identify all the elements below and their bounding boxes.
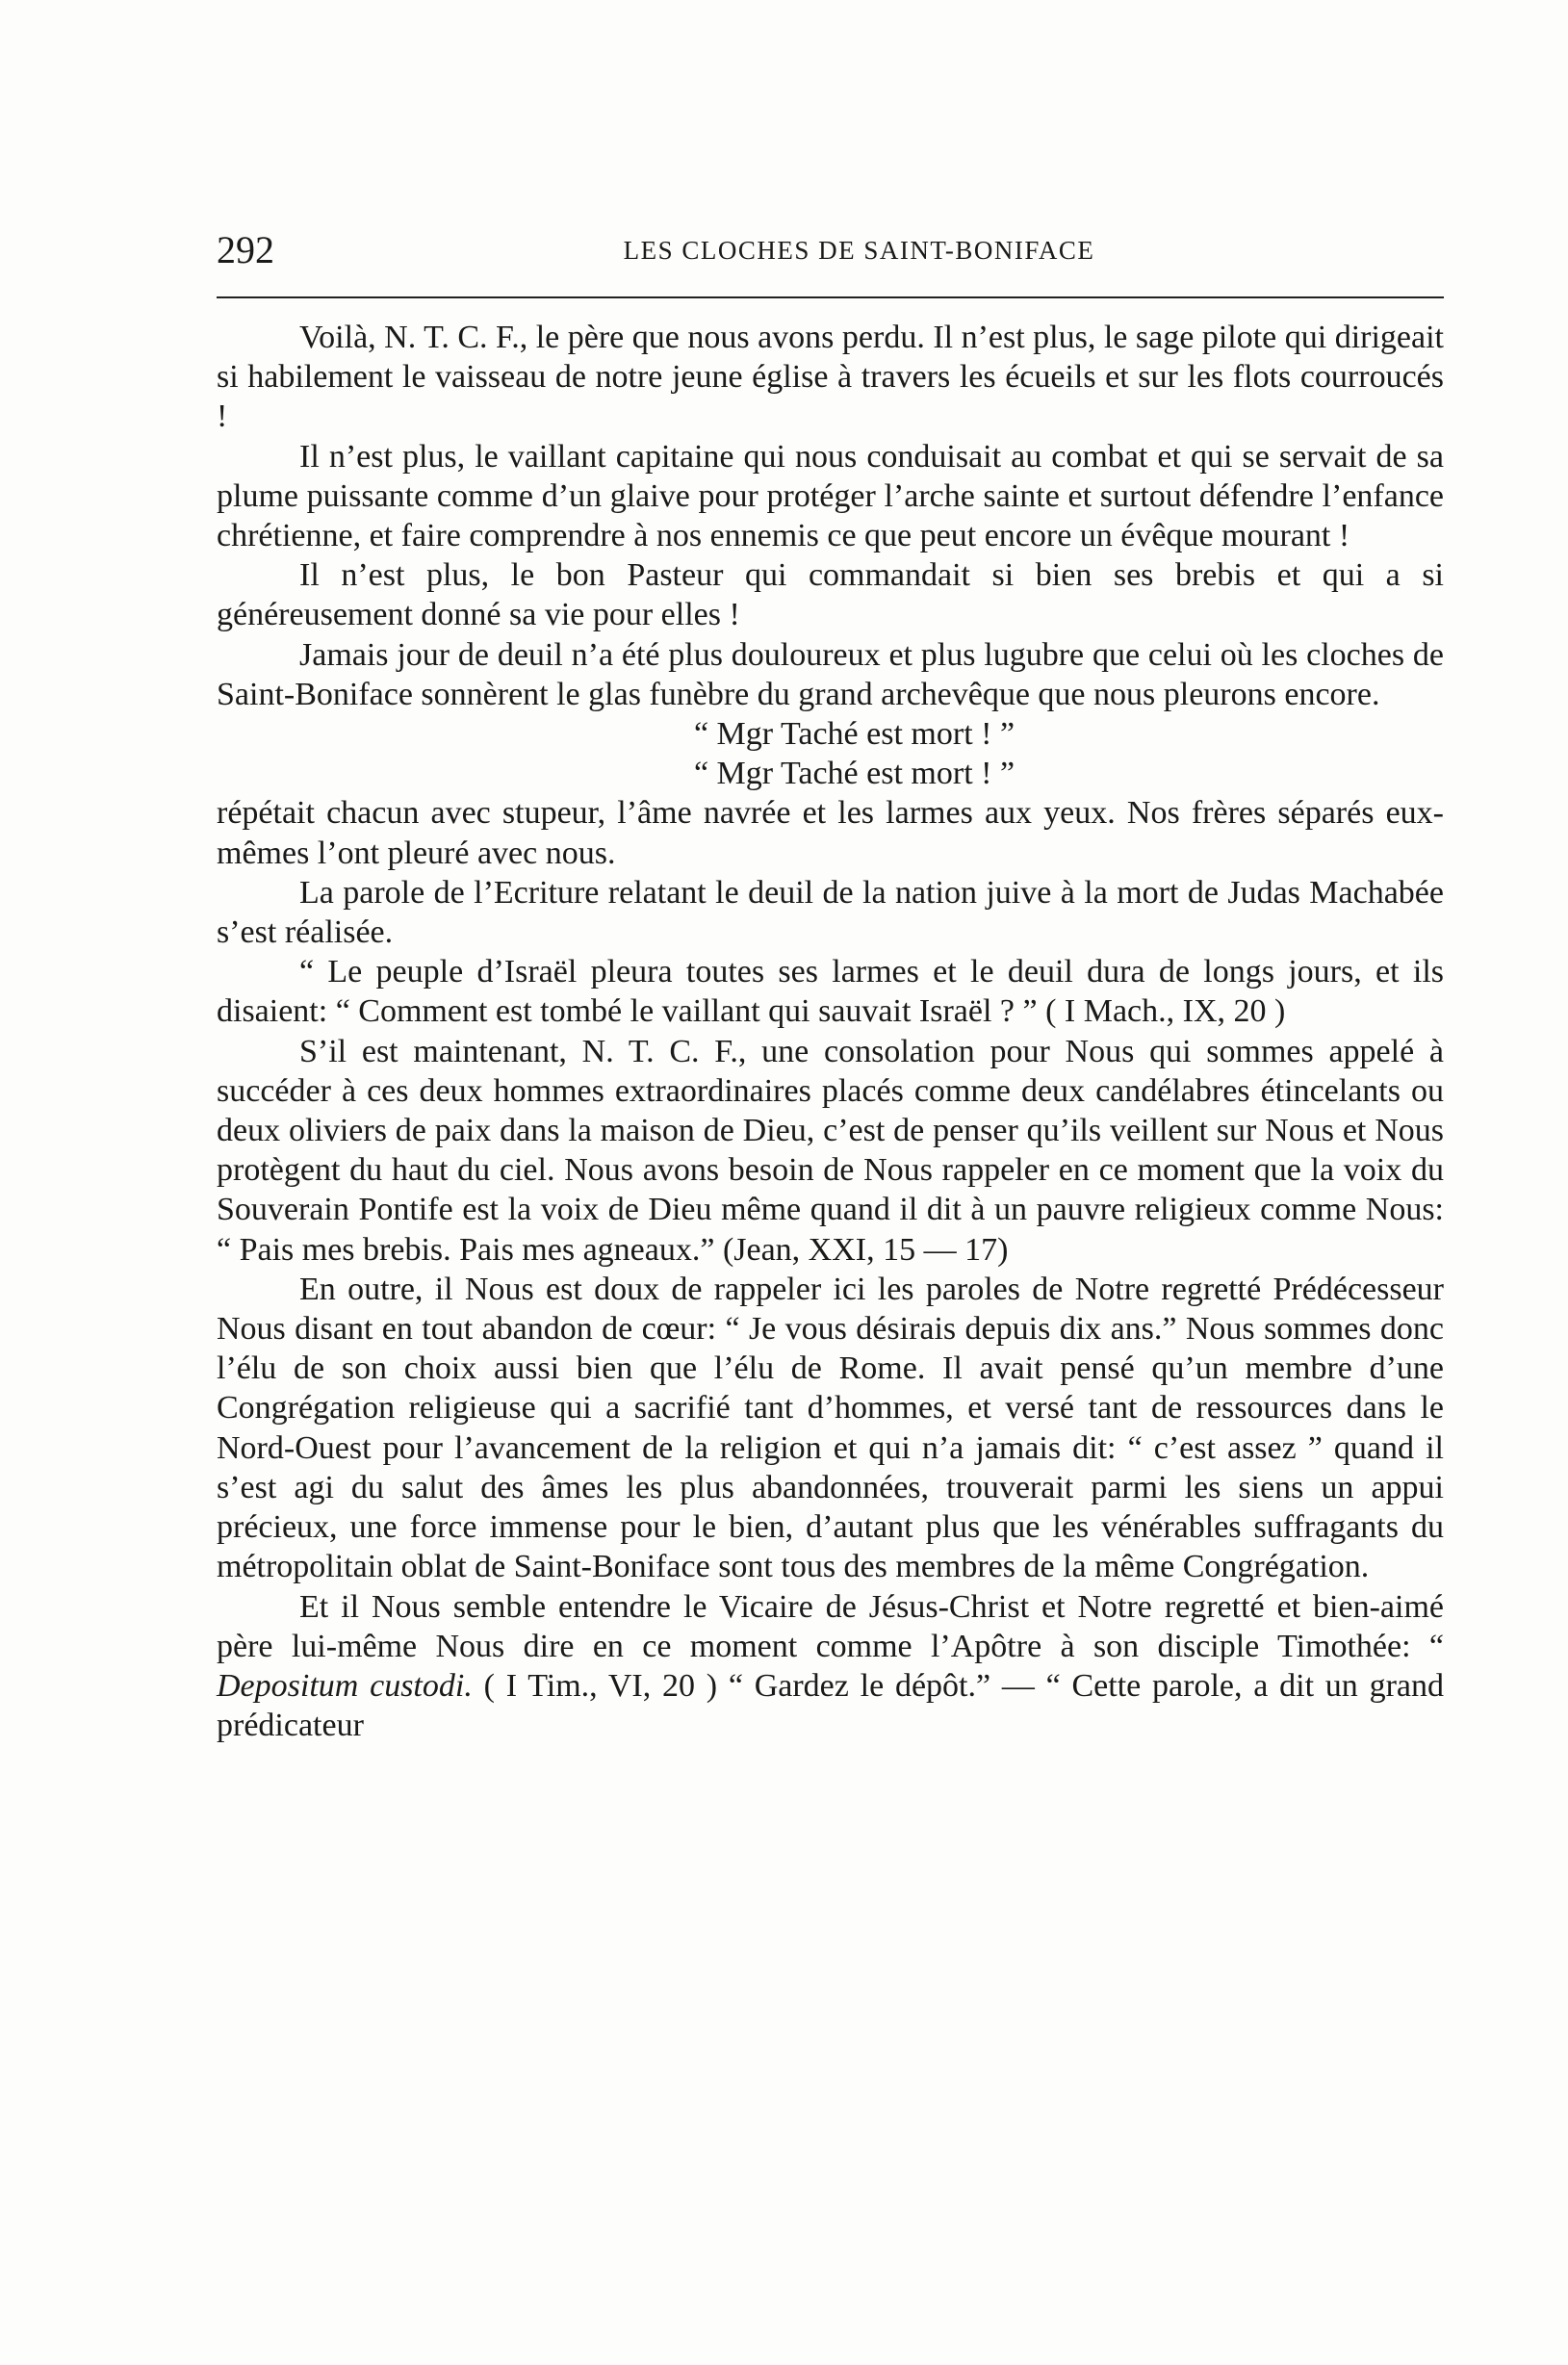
paragraph-3: Il n’est plus, le bon Pasteur qui commandait si bien ses brebis et qui a si généreusement donné sa vie pour elles !	[217, 557, 1444, 633]
quote-line-2: “ Mgr Taché est mort ! ”	[693, 756, 1015, 792]
paragraph-1: Voilà, N. T. C. F., le père que nous avons perdu. Il n’est plus, le sage pilote qui dirigeait si habilement le vaisseau de notre jeune église à travers les écueils et sur les flots courroucés !	[217, 320, 1444, 435]
page-number: 292	[217, 228, 274, 271]
paragraph-5: répétait chacun avec stupeur, l’âme navrée et les larmes aux yeux. Nos frères séparés eux-mêmes l’ont pleuré avec nous.	[217, 795, 1444, 871]
latin-phrase: Depositum custodi.	[217, 1667, 473, 1704]
paragraph-9: En outre, il Nous est doux de rappeler ici les paroles de Notre regretté Prédécesseur Nous disant en tout abandon de cœur: “ Je vous désirais depuis dix ans.” Nous sommes donc l’élu de son choix aussi bien que l’élu de Rome. Il avait pensé qu’un membre d’une Congrégation religieuse qui a sacrifié tant d’hommes, et versé tant de ressources dans le Nord-Ouest pour l’avancement de la religion et qui n’a jamais dit: “ c’est assez ” quand il s’est agi du salut des âmes les plus abandonnées, trouverait parmi les siens un appui précieux, une force immense pour le bien, d’autant plus que les vénérables suffragants du métropolitain oblat de Saint-Boniface sont tous des membres de la même Congrégation.	[217, 1271, 1444, 1585]
page-header	[217, 221, 1444, 279]
paragraph-7: “ Le peuple d’Israël pleura toutes ses larmes et le deuil dura de longs jours, et ils disaient: “ Comment est tombé le vaillant qui sauvait Israël ? ” ( I Mach., IX, 20 )	[217, 954, 1444, 1030]
paragraph-10-start: Et il Nous semble entendre le Vicaire de Jésus-Christ et Notre regretté et bien-aimé père lui-même Nous dire en ce moment comme l’Apôtre à son disciple Timothée: “	[217, 1588, 1444, 1664]
paragraph-4: Jamais jour de deuil n’a été plus douloureux et plus lugubre que celui où les cloches de Saint-Boniface sonnèrent le glas funèbre du grand archevêque que nous pleurons encore.	[217, 636, 1444, 712]
paragraph-10	[217, 1587, 1444, 1746]
paragraph-10-end: ( I Tim., VI, 20 ) “ Gardez le dépôt.” — “ Cette parole, a dit un grand prédicateur	[217, 1667, 1444, 1744]
paragraph-8: S’il est maintenant, N. T. C. F., une consolation pour Nous qui sommes appelé à succéder à ces deux hommes extraordinaires placés comme deux candélabres étincelants ou deux oliviers de paix dans la maison de Dieu, c’est de penser qu’ils veillent sur Nous et Nous protègent du haut du ciel. Nous avons besoin de Nous rappeler en ce moment que la voix du Souverain Pontife est la voix de Dieu même quand il dit à un pauvre religieux comme Nous: “ Pais mes brebis. Pais mes agneaux.” (Jean, XXI, 15 — 17)	[217, 1033, 1444, 1268]
header-rule	[217, 296, 1444, 298]
quote-line-1: “ Mgr Taché est mort ! ”	[693, 716, 1015, 753]
body-text	[217, 318, 1444, 1745]
paragraph-2: Il n’est plus, le vaillant capitaine qui nous conduisait au combat et qui se servait de sa plume puissante comme d’un glaive pour protéger l’arche sainte et surtout défendre l’enfance chrétienne, et faire comprendre à nos ennemis ce que peut encore un évêque mourant !	[217, 438, 1444, 554]
running-title: LES CLOCHES DE SAINT-BONIFACE	[623, 236, 1095, 265]
paragraph-6: La parole de l’Ecriture relatant le deuil de la nation juive à la mort de Judas Machabée s’est réalisée.	[217, 874, 1444, 951]
book-page	[217, 221, 1444, 1744]
